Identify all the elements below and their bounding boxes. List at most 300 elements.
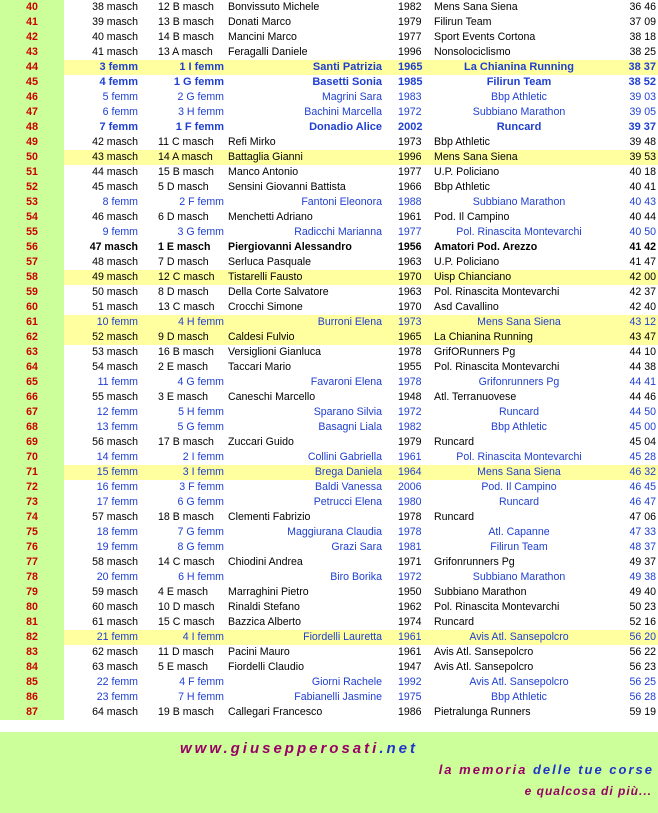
table-row [0,525,658,540]
athlete-name-cell: Battaglia Gianni [228,151,303,163]
position-cell: 54 [0,210,64,225]
position-cell: 75 [0,525,64,540]
table-row [0,570,658,585]
position-cell: 79 [0,585,64,600]
athlete-name-cell: Menchetti Adriano [228,211,313,223]
category-rank-cell: 48 masch [92,256,138,268]
finish-time-cell: 39 37 [628,121,656,133]
finish-time-cell: 47 06 [629,511,656,523]
position-cell: 65 [0,375,64,390]
team-cell: Avis Atl. Sansepolcro [434,646,534,658]
finish-time-cell: 45 00 [629,421,656,433]
table-row [0,195,658,210]
subcategory-cell: 14 C masch [158,556,215,568]
table-row [0,495,658,510]
birth-year-cell: 1983 [398,91,422,103]
birth-year-cell: 1955 [398,361,422,373]
birth-year-cell: 1981 [398,541,422,553]
position-cell: 66 [0,390,64,405]
athlete-name-cell: Fiordelli Claudio [228,661,304,673]
table-row [0,225,658,240]
team-cell: U.P. Policiano [434,256,500,268]
position-cell: 87 [0,705,64,720]
athlete-name-cell: Radicchi Marianna [294,226,382,238]
finish-time-cell: 50 23 [629,601,656,613]
birth-year-cell: 1961 [398,211,422,223]
team-cell: Bbp Athletic [491,91,547,103]
finish-time-cell: 56 20 [629,631,656,643]
position-cell: 72 [0,480,64,495]
finish-time-cell: 42 00 [629,271,656,283]
table-row [0,645,658,660]
finish-time-cell: 52 16 [629,616,656,628]
team-cell: Atl. Capanne [488,526,550,538]
birth-year-cell: 1986 [398,706,422,718]
category-rank-cell: 46 masch [92,211,138,223]
team-cell: La Chianina Running [434,331,533,343]
category-rank-cell: 57 masch [92,511,138,523]
finish-time-cell: 44 50 [629,406,656,418]
category-rank-cell: 21 femm [96,631,138,643]
finish-time-cell: 42 40 [629,301,656,313]
position-cell: 76 [0,540,64,555]
position-cell: 51 [0,165,64,180]
position-cell: 48 [0,120,64,135]
team-cell: Bbp Athletic [434,136,490,148]
birth-year-cell: 1964 [398,466,422,478]
birth-year-cell: 2006 [398,481,422,493]
table-row [0,210,658,225]
position-cell: 56 [0,240,64,255]
team-cell: Pol. Rinascita Montevarchi [456,451,582,463]
athlete-name-cell: Fiordelli Lauretta [303,631,382,643]
category-rank-cell: 59 masch [92,586,138,598]
subcategory-cell: 5 G femm [177,421,224,433]
category-rank-cell: 7 femm [99,121,138,133]
table-row [0,135,658,150]
athlete-name-cell: Bachini Marcella [304,106,382,118]
birth-year-cell: 1971 [398,556,422,568]
finish-time-cell: 40 41 [629,181,656,193]
category-rank-cell: 19 femm [96,541,138,553]
position-cell: 59 [0,285,64,300]
category-rank-cell: 50 masch [92,286,138,298]
position-cell: 43 [0,45,64,60]
position-cell: 86 [0,690,64,705]
position-cell: 84 [0,660,64,675]
birth-year-cell: 1972 [398,571,422,583]
birth-year-cell: 1977 [398,166,422,178]
athlete-name-cell: Clementi Fabrizio [228,511,311,523]
athlete-name-cell: Magrini Sara [321,91,382,103]
athlete-name-cell: Piergiovanni Alessandro [228,241,352,253]
finish-time-cell: 43 47 [629,331,656,343]
category-rank-cell: 14 femm [96,451,138,463]
birth-year-cell: 1982 [398,421,422,433]
subtagline: e qualcosa di più... [524,784,652,798]
subcategory-cell: 6 D masch [158,211,209,223]
category-rank-cell: 42 masch [92,136,138,148]
table-row [0,375,658,390]
team-cell: Pod. Il Campino [434,211,510,223]
subcategory-cell: 8 D masch [158,286,209,298]
table-row [0,510,658,525]
position-cell: 62 [0,330,64,345]
footer-banner [0,732,658,813]
athlete-name-cell: Mancini Marco [228,31,297,43]
finish-time-cell: 37 09 [629,16,656,28]
subcategory-cell: 2 E masch [158,361,209,373]
category-rank-cell: 40 masch [92,31,138,43]
table-row [0,660,658,675]
subcategory-cell: 3 G femm [177,226,224,238]
birth-year-cell: 1978 [398,376,422,388]
position-cell: 68 [0,420,64,435]
birth-year-cell: 1947 [398,661,422,673]
table-row [0,690,658,705]
team-cell: Subbiano Marathon [472,196,566,208]
category-rank-cell: 10 femm [96,316,138,328]
athlete-name-cell: Bazzica Alberto [228,616,302,628]
birth-year-cell: 1972 [398,106,422,118]
table-row [0,240,658,255]
finish-time-cell: 49 40 [629,586,656,598]
subcategory-cell: 2 I femm [182,451,224,463]
athlete-name-cell: Rinaldi Stefano [228,601,300,613]
table-row [0,255,658,270]
position-cell: 52 [0,180,64,195]
finish-time-cell: 40 18 [629,166,656,178]
subcategory-cell: 17 B masch [158,436,214,448]
team-cell: Bbp Athletic [491,421,547,433]
finish-time-cell: 39 05 [629,106,656,118]
team-cell: Pol. Rinascita Montevarchi [434,601,560,613]
team-cell: Sport Events Cortona [434,31,536,43]
team-cell: Mens Sana Siena [477,316,561,328]
finish-time-cell: 47 33 [629,526,656,538]
category-rank-cell: 22 femm [96,676,138,688]
table-row [0,435,658,450]
subcategory-cell: 7 D masch [158,256,209,268]
position-cell: 60 [0,300,64,315]
athlete-name-cell: Pacini Mauro [228,646,290,658]
subcategory-cell: 9 D masch [158,331,209,343]
subcategory-cell: 13 A masch [158,46,213,58]
athlete-name-cell: Sensini Giovanni Battista [228,181,346,193]
birth-year-cell: 1965 [398,61,423,73]
birth-year-cell: 1970 [398,271,422,283]
birth-year-cell: 1962 [398,601,422,613]
athlete-name-cell: Favaroni Elena [310,376,382,388]
team-cell: La Chianina Running [464,61,574,73]
tagline [439,762,654,777]
team-cell: Avis Atl. Sansepolcro [469,631,569,643]
subcategory-cell: 3 F femm [179,481,224,493]
athlete-name-cell: Grazi Sara [331,541,382,553]
table-row [0,390,658,405]
category-rank-cell: 39 masch [92,16,138,28]
category-rank-cell: 44 masch [92,166,138,178]
category-rank-cell: 4 femm [99,76,138,88]
birth-year-cell: 1973 [398,316,422,328]
table-row [0,315,658,330]
team-cell: Filirun Team [486,76,552,88]
birth-year-cell: 1978 [398,346,422,358]
category-rank-cell: 18 femm [96,526,138,538]
category-rank-cell: 52 masch [92,331,138,343]
team-cell: Mens Sana Siena [477,466,561,478]
team-cell: Mens Sana Siena [434,151,518,163]
subcategory-cell: 11 C masch [158,136,214,148]
category-rank-cell: 15 femm [96,466,138,478]
birth-year-cell: 1980 [398,496,422,508]
finish-time-cell: 38 18 [629,31,656,43]
subcategory-cell: 15 C masch [158,616,215,628]
table-row [0,105,658,120]
subcategory-cell: 3 E masch [158,391,209,403]
birth-year-cell: 1996 [398,46,422,58]
athlete-name-cell: Baldi Vanessa [315,481,382,493]
birth-year-cell: 1961 [398,646,422,658]
category-rank-cell: 16 femm [96,481,138,493]
category-rank-cell: 43 masch [92,151,138,163]
position-cell: 53 [0,195,64,210]
athlete-name-cell: Serluca Pasquale [228,256,312,268]
category-rank-cell: 49 masch [92,271,138,283]
subcategory-cell: 10 D masch [158,601,215,613]
position-cell: 69 [0,435,64,450]
birth-year-cell: 1963 [398,256,422,268]
subcategory-cell: 14 A masch [158,151,213,163]
finish-time-cell: 49 38 [629,571,656,583]
team-cell: Grifonrunners Pg [478,376,560,388]
category-rank-cell: 6 femm [102,106,138,118]
finish-time-cell: 46 45 [629,481,656,493]
category-rank-cell: 13 femm [96,421,138,433]
table-row [0,30,658,45]
athlete-name-cell: Collini Gabriella [307,451,382,463]
birth-year-cell: 1950 [398,586,422,598]
athlete-name-cell: Fantoni Eleonora [301,196,382,208]
team-cell: GrifORunners Pg [434,346,516,358]
category-rank-cell: 58 masch [92,556,138,568]
birth-year-cell: 1961 [398,631,422,643]
team-cell: Filirun Team [490,541,548,553]
table-row [0,360,658,375]
finish-time-cell: 41 47 [629,256,656,268]
finish-time-cell: 39 53 [629,151,656,163]
site-url-tld: .net [379,740,418,757]
team-cell: U.P. Policiano [434,166,500,178]
finish-time-cell: 56 28 [629,691,656,703]
team-cell: Nonsolociclismo [434,46,511,58]
table-row [0,45,658,60]
site-url-link[interactable] [180,740,418,757]
birth-year-cell: 1970 [398,301,422,313]
position-cell: 83 [0,645,64,660]
finish-time-cell: 38 52 [628,76,656,88]
subcategory-cell: 6 G femm [177,496,224,508]
finish-time-cell: 40 43 [629,196,656,208]
table-row [0,555,658,570]
birth-year-cell: 1966 [398,181,422,193]
finish-time-cell: 39 48 [629,136,656,148]
athlete-name-cell: Callegari Francesco [228,706,323,718]
team-cell: Pod. Il Campino [481,481,557,493]
table-row [0,60,658,75]
team-cell: Atl. Terranuovese [434,391,517,403]
table-row [0,0,658,15]
position-cell: 61 [0,315,64,330]
category-rank-cell: 51 masch [92,301,138,313]
subcategory-cell: 18 B masch [158,511,214,523]
subcategory-cell: 5 H femm [178,406,224,418]
athlete-name-cell: Tistarelli Fausto [228,271,303,283]
subcategory-cell: 5 E masch [158,661,209,673]
position-cell: 50 [0,150,64,165]
table-row [0,150,658,165]
team-cell: Subbiano Marathon [472,571,566,583]
position-cell: 45 [0,75,64,90]
category-rank-cell: 11 femm [97,376,138,388]
table-row [0,675,658,690]
birth-year-cell: 1992 [398,676,422,688]
team-cell: Bbp Athletic [434,181,490,193]
position-cell: 58 [0,270,64,285]
subcategory-cell: 8 G femm [177,541,224,553]
subcategory-cell: 12 C masch [158,271,215,283]
birth-year-cell: 1956 [398,241,422,253]
subcategory-cell: 12 B masch [158,1,214,13]
position-cell: 74 [0,510,64,525]
position-cell: 70 [0,450,64,465]
subcategory-cell: 19 B masch [158,706,214,718]
position-cell: 55 [0,225,64,240]
athlete-name-cell: Basagni Liala [318,421,382,433]
subcategory-cell: 13 B masch [158,16,214,28]
finish-time-cell: 38 37 [628,61,656,73]
category-rank-cell: 8 femm [102,196,138,208]
subcategory-cell: 6 H femm [178,571,224,583]
category-rank-cell: 41 masch [92,46,138,58]
athlete-name-cell: Basetti Sonia [312,76,382,88]
athlete-name-cell: Marraghini Pietro [228,586,309,598]
subcategory-cell: 2 F femm [179,196,224,208]
team-cell: Mens Sana Siena [434,1,518,13]
category-rank-cell: 63 masch [92,661,138,673]
position-cell: 81 [0,615,64,630]
team-cell: Subbiano Marathon [434,586,527,598]
position-cell: 40 [0,0,64,15]
team-cell: Runcard [434,511,475,523]
category-rank-cell: 55 masch [92,391,138,403]
table-row [0,90,658,105]
subcategory-cell: 13 C masch [158,301,215,313]
table-row [0,345,658,360]
athlete-name-cell: Brega Daniela [314,466,382,478]
table-row [0,75,658,90]
table-row [0,480,658,495]
birth-year-cell: 1972 [398,406,422,418]
team-cell: Runcard [496,121,542,133]
finish-time-cell: 40 50 [629,226,656,238]
category-rank-cell: 56 masch [92,436,138,448]
tagline-part-b: delle tue corse [532,762,654,777]
subcategory-cell: 1 I femm [179,61,224,73]
team-cell: Runcard [498,406,540,418]
category-rank-cell: 9 femm [102,226,138,238]
category-rank-cell: 60 masch [92,601,138,613]
category-rank-cell: 64 masch [92,706,138,718]
athlete-name-cell: Donadio Alice [309,121,382,133]
birth-year-cell: 1973 [398,136,422,148]
subcategory-cell: 4 E masch [158,586,209,598]
category-rank-cell: 53 masch [92,346,138,358]
birth-year-cell: 1961 [398,451,422,463]
athlete-name-cell: Taccari Mario [228,361,291,373]
subcategory-cell: 16 B masch [158,346,214,358]
position-cell: 44 [0,60,64,75]
table-row [0,585,658,600]
birth-year-cell: 1948 [398,391,422,403]
birth-year-cell: 1979 [398,436,422,448]
athlete-name-cell: Della Corte Salvatore [228,286,329,298]
table-row [0,405,658,420]
category-rank-cell: 38 masch [92,1,138,13]
team-cell: Runcard [434,436,475,448]
finish-time-cell: 56 23 [629,661,656,673]
subcategory-cell: 14 B masch [158,31,214,43]
team-cell: Pol. Rinascita Montevarchi [434,361,560,373]
category-rank-cell: 23 femm [96,691,138,703]
athlete-name-cell: Caldesi Fulvio [228,331,295,343]
table-row [0,420,658,435]
team-cell: Filirun Team [434,16,492,28]
category-rank-cell: 3 femm [99,61,138,73]
subcategory-cell: 1 E masch [158,241,211,253]
finish-time-cell: 44 10 [629,346,656,358]
athlete-name-cell: Zuccari Guido [228,436,294,448]
category-rank-cell: 20 femm [96,571,138,583]
finish-time-cell: 49 37 [629,556,656,568]
tagline-part-a: la memoria [438,762,533,777]
table-row [0,630,658,645]
team-cell: Runcard [498,496,540,508]
birth-year-cell: 1982 [398,1,422,13]
birth-year-cell: 1985 [398,76,423,88]
birth-year-cell: 1988 [398,196,422,208]
position-cell: 63 [0,345,64,360]
finish-time-cell: 56 22 [629,646,656,658]
table-row [0,540,658,555]
finish-time-cell: 38 25 [629,46,656,58]
finish-time-cell: 40 44 [629,211,656,223]
athlete-name-cell: Giorni Rachele [311,676,382,688]
athlete-name-cell: Santi Patrizia [312,61,382,73]
category-rank-cell: 62 masch [92,646,138,658]
subcategory-cell: 4 F femm [179,676,224,688]
athlete-name-cell: Bonvissuto Michele [228,1,320,13]
finish-time-cell: 46 32 [629,466,656,478]
category-rank-cell: 47 masch [89,241,138,253]
category-rank-cell: 45 masch [92,181,138,193]
team-cell: Amatori Pod. Arezzo [434,241,538,253]
position-cell: 80 [0,600,64,615]
finish-time-cell: 44 38 [629,361,656,373]
athlete-name-cell: Chiodini Andrea [228,556,303,568]
position-cell: 46 [0,90,64,105]
finish-time-cell: 48 37 [629,541,656,553]
